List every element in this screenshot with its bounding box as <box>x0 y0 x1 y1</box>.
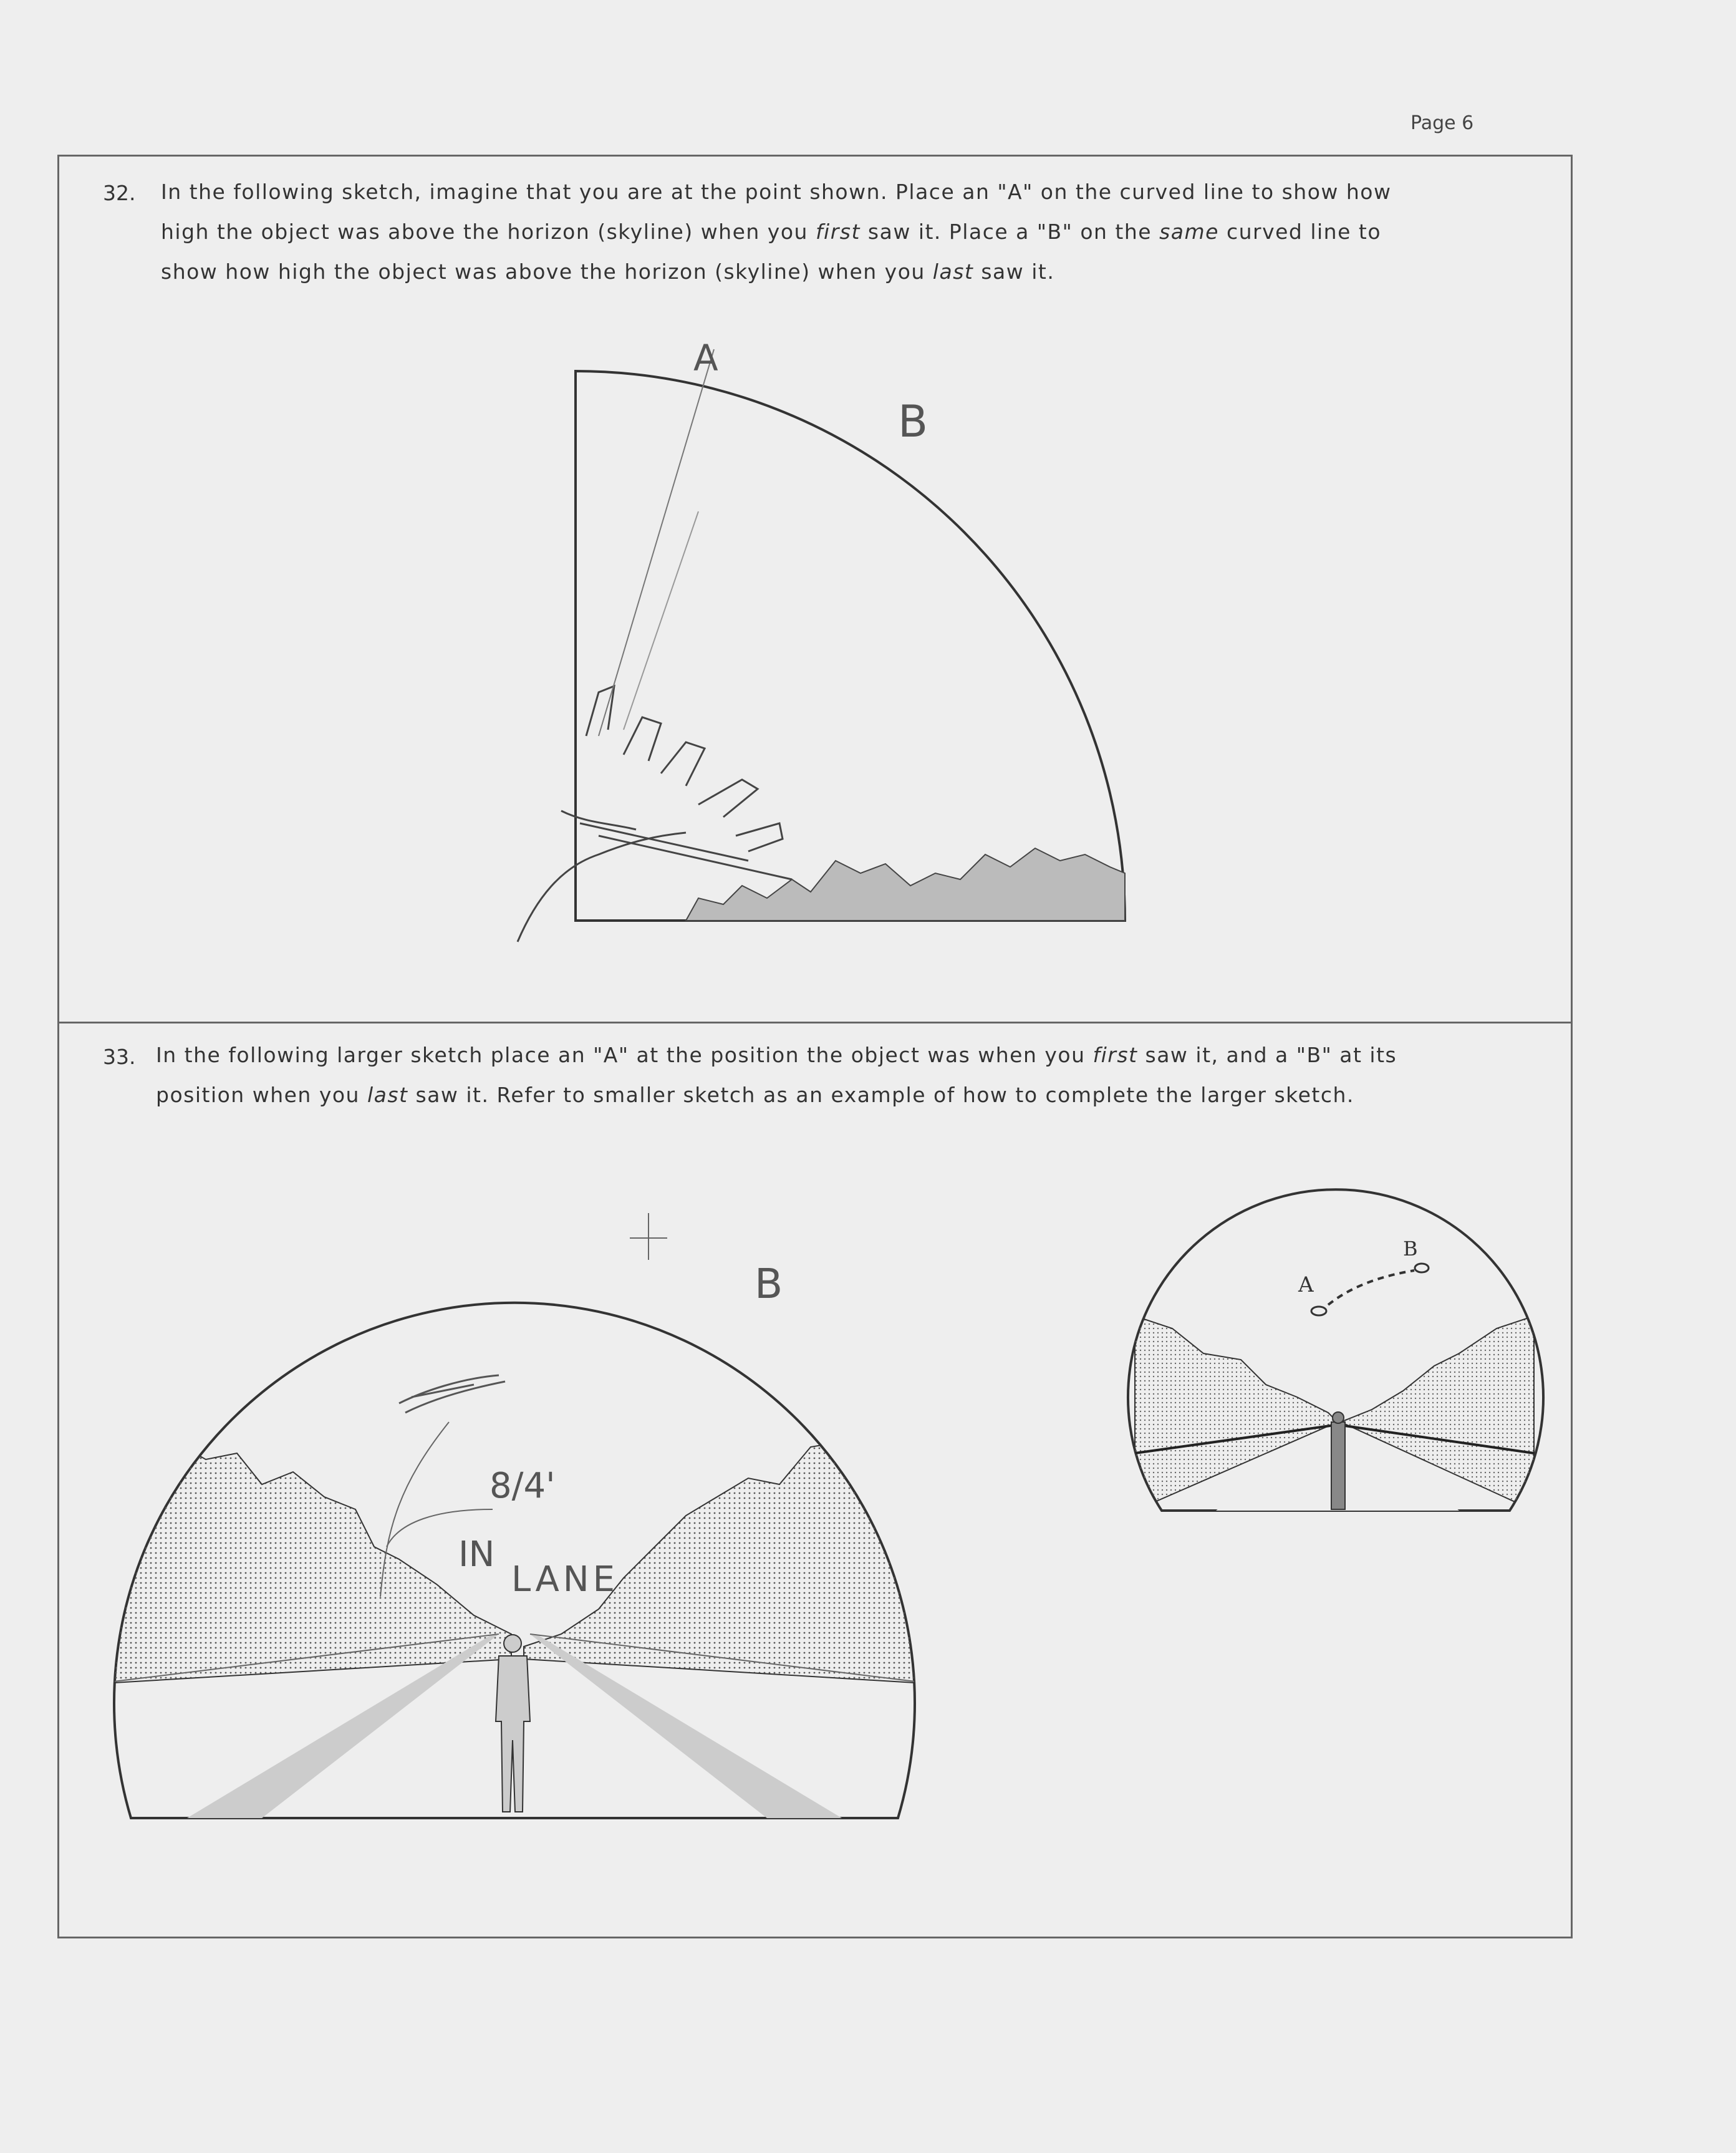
question-32-line-3: show how high the object was above the horizon (skyline) when you last saw it. <box>161 259 1055 284</box>
example-dashed-path <box>1328 1270 1414 1305</box>
question-32-line-1: In the following sketch, imagine that you are at the point shown. Place an "A" on the curved line to show how <box>161 180 1392 204</box>
page-number: Page 6 <box>1410 112 1474 134</box>
question-32-number: 32. <box>103 181 136 205</box>
question-33-line-2: position when you last saw it. Refer to smaller sketch as an example of how to complete the larger sketch. <box>156 1083 1354 1107</box>
example-point-b <box>1415 1264 1429 1272</box>
handwritten-b-q33: B <box>755 1260 783 1308</box>
question-33-number: 33. <box>103 1045 136 1069</box>
example-label-b: B <box>1403 1237 1418 1260</box>
question-33-line-1: In the following larger sketch place an "A" at the position the object was when you first saw it, and a "B" at its <box>156 1043 1397 1067</box>
question-32-line-2: high the object was above the horizon (skyline) when you first saw it. Place a "B" on the same curved line to <box>161 220 1382 244</box>
example-label-a: A <box>1298 1272 1314 1297</box>
small-figure <box>1331 1422 1345 1509</box>
handwritten-distance: 8/4' <box>489 1466 556 1506</box>
handwritten-word-lane: LANE <box>511 1559 619 1600</box>
example-point-a <box>1311 1307 1326 1315</box>
handwritten-a-q32: A <box>693 337 718 379</box>
handwritten-word-in: IN <box>458 1534 495 1575</box>
handwritten-b-q32: B <box>898 396 928 447</box>
